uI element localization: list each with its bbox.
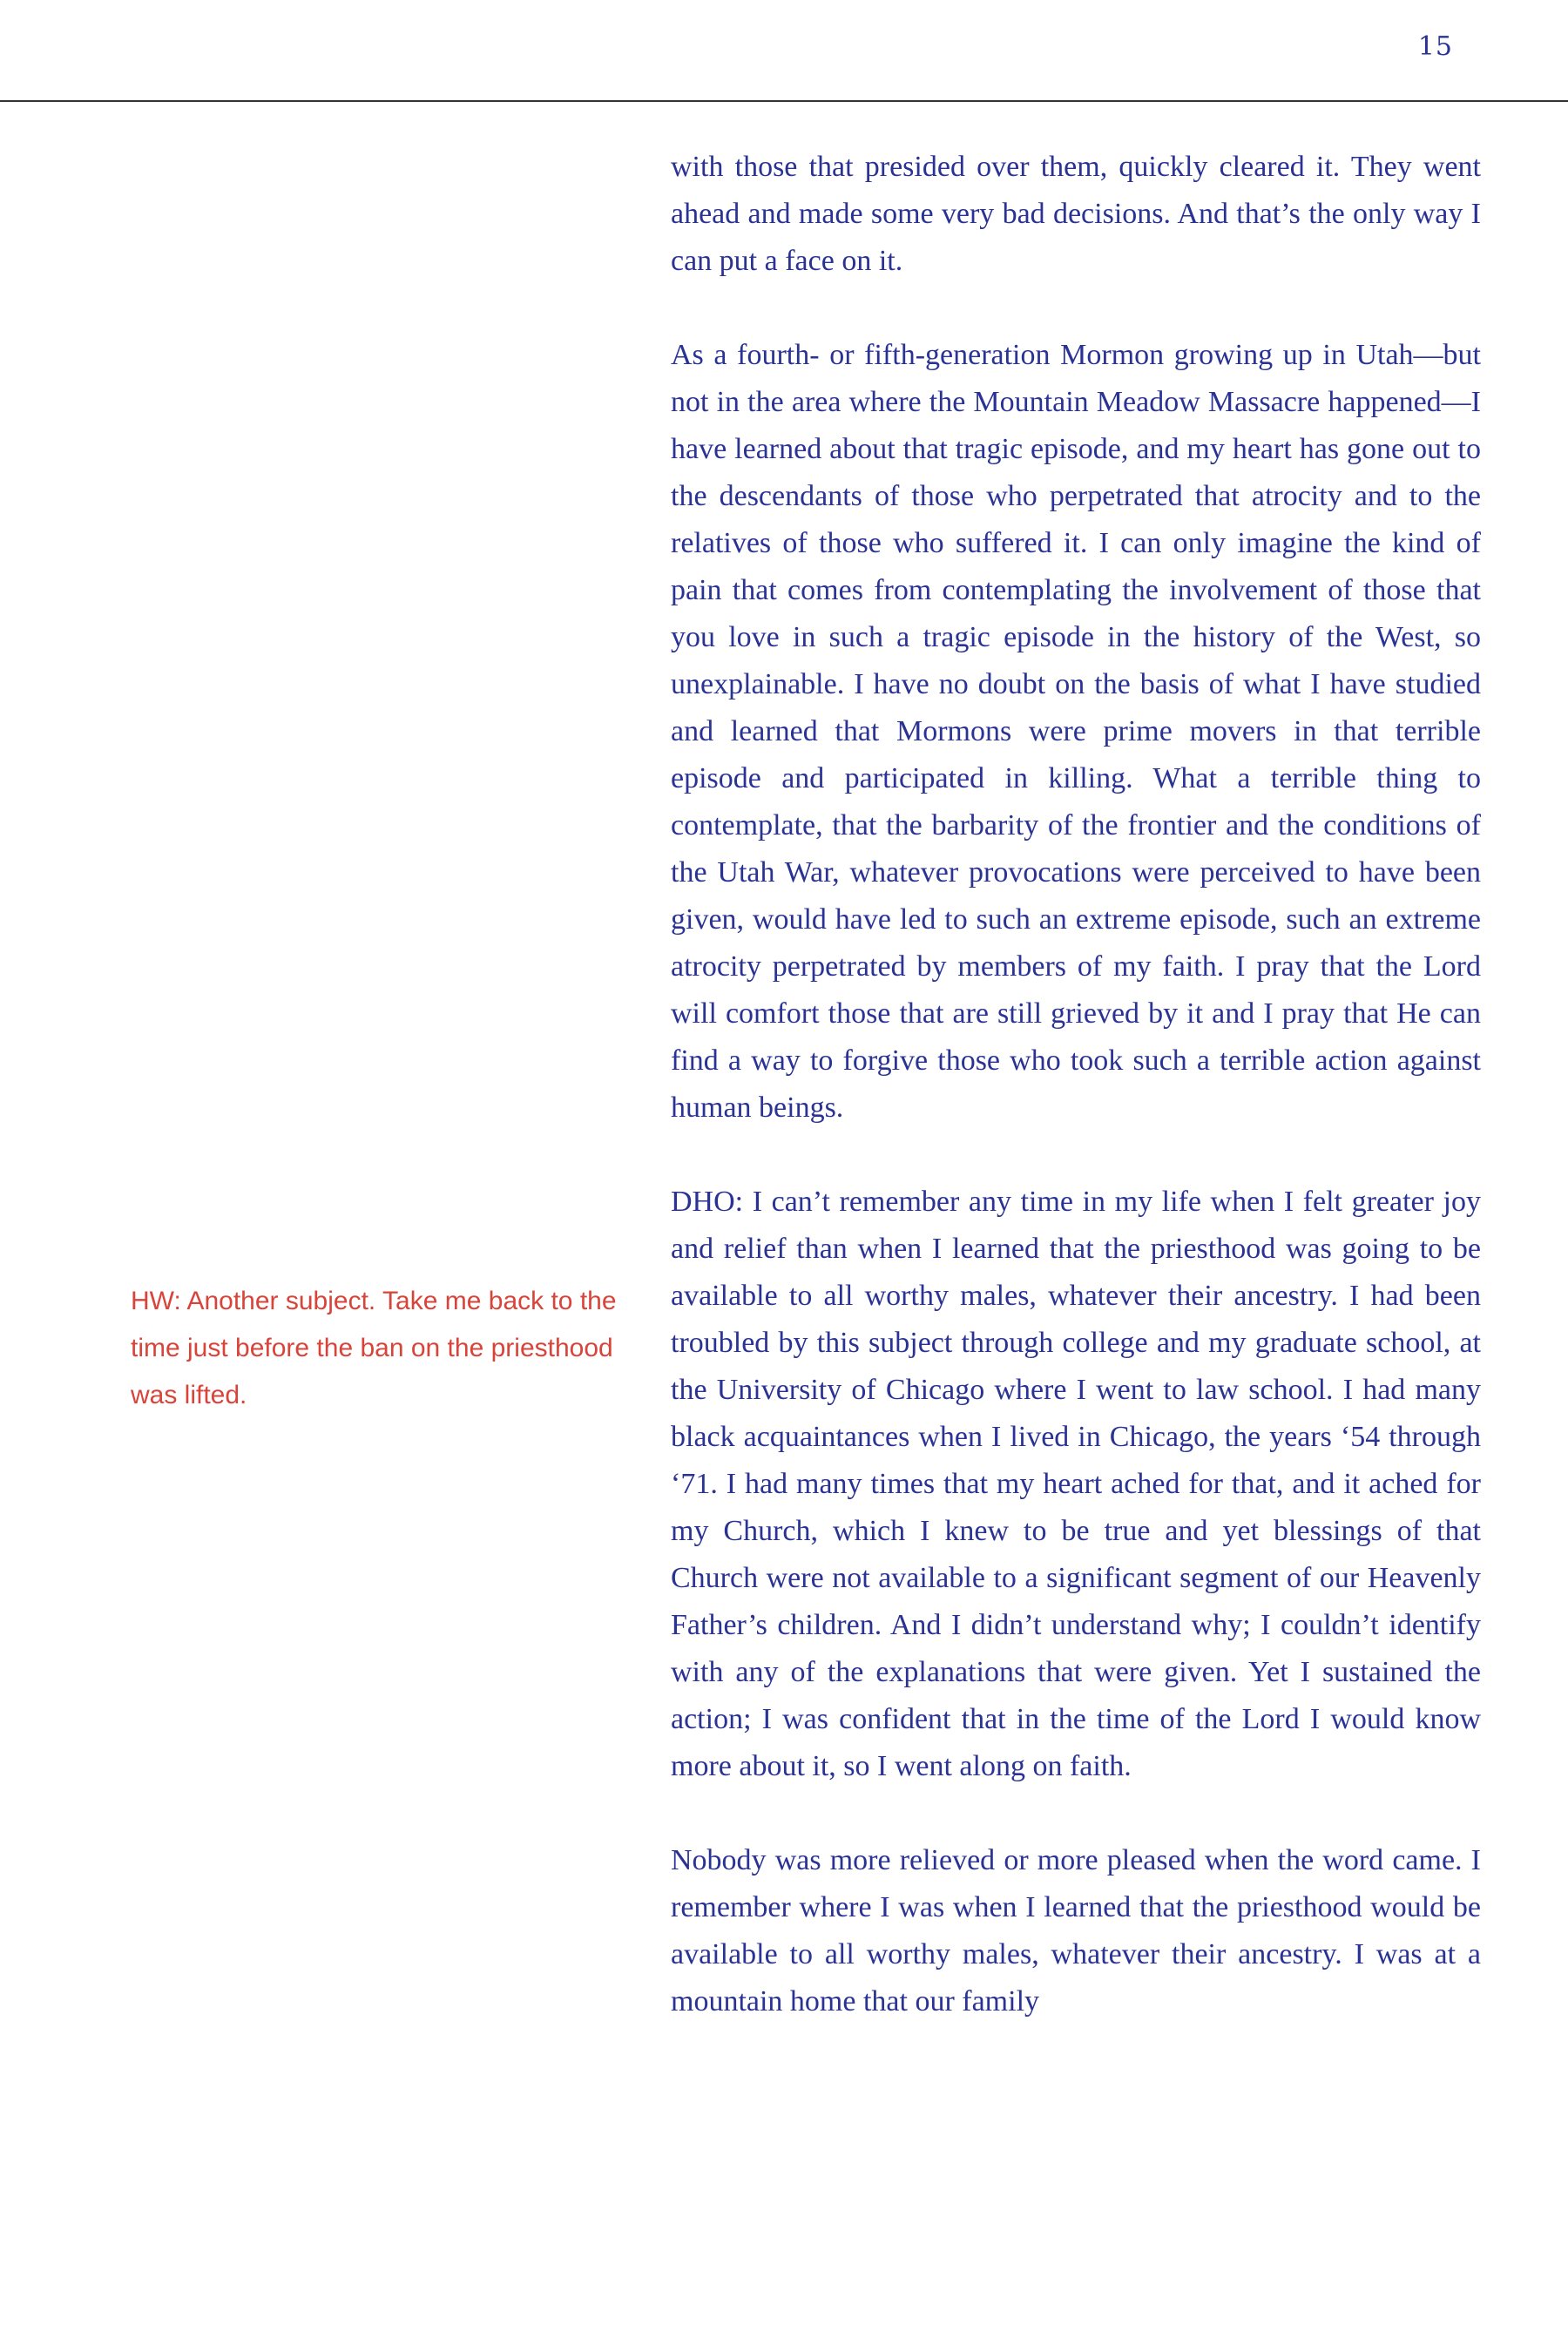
paragraph: Nobody was more relieved or more pleased when the word came. I remember where I was when I learned that the priesthood would be available to all worthy males, whatever their ancestry. I was at a mountain home that our family [671,1844,1481,2017]
main-text-column [671,144,1481,2072]
page-number: 15 [1417,31,1453,62]
header-rule [0,100,1568,102]
paragraph: with those that presided over them, quickly cleared it. They went ahead and made some very bad decisions. And that’s the only way I can put a face on it. [671,151,1481,277]
interviewer-question: HW: Another subject. Take me back to the time just before the ban on the priesthood was lifted. [131,1287,617,1409]
paragraph: As a fourth- or fifth-generation Mormon growing up in Utah—but not in the area where the Mountain Meadow Massacre happened—I have learned about that tragic episode, and my heart has gone out to the descendants of those who perpetrated that atrocity and to the relatives of those who suffered it. I can only imagine the kind of pain that comes from contemplating the involvement of those that you love in such a tragic episode in the history of the West, so unexplainable. I have no doubt on the basis of what I have studied and learned that Mormons were prime movers in that terrible episode and participated in killing. What a terrible thing to contemplate, that the barbarity of the frontier and the conditions of the Utah War, whatever provocations were perceived to have been given, would have led to such an extreme episode, such an extreme atrocity perpetrated by members of my faith. I pray that the Lord will comfort those that are still grieved by it and I pray that He can find a way to forgive those who took such a terrible action against human beings. [671,339,1481,1124]
paragraph: DHO: I can’t remember any time in my life when I felt greater joy and relief than when I learned that the priesthood was going to be available to all worthy males, whatever their ancestry. I had been troubled by this subject through college and my graduate school, at the University of Chicago where I went to law school. I had many black acquaintances when I lived in Chicago, the years ‘54 through ‘71. I had many times that my heart ached for that, and it ached for my Church, which I knew to be true and yet blessings of that Church were not available to a significant segment of our Heavenly Father’s children. And I didn’t understand why; I couldn’t identify with any of the explanations that were given. Yet I sustained the action; I was confident that in the time of the Lord I would know more about it, so I went along on faith. [671,1186,1481,1782]
